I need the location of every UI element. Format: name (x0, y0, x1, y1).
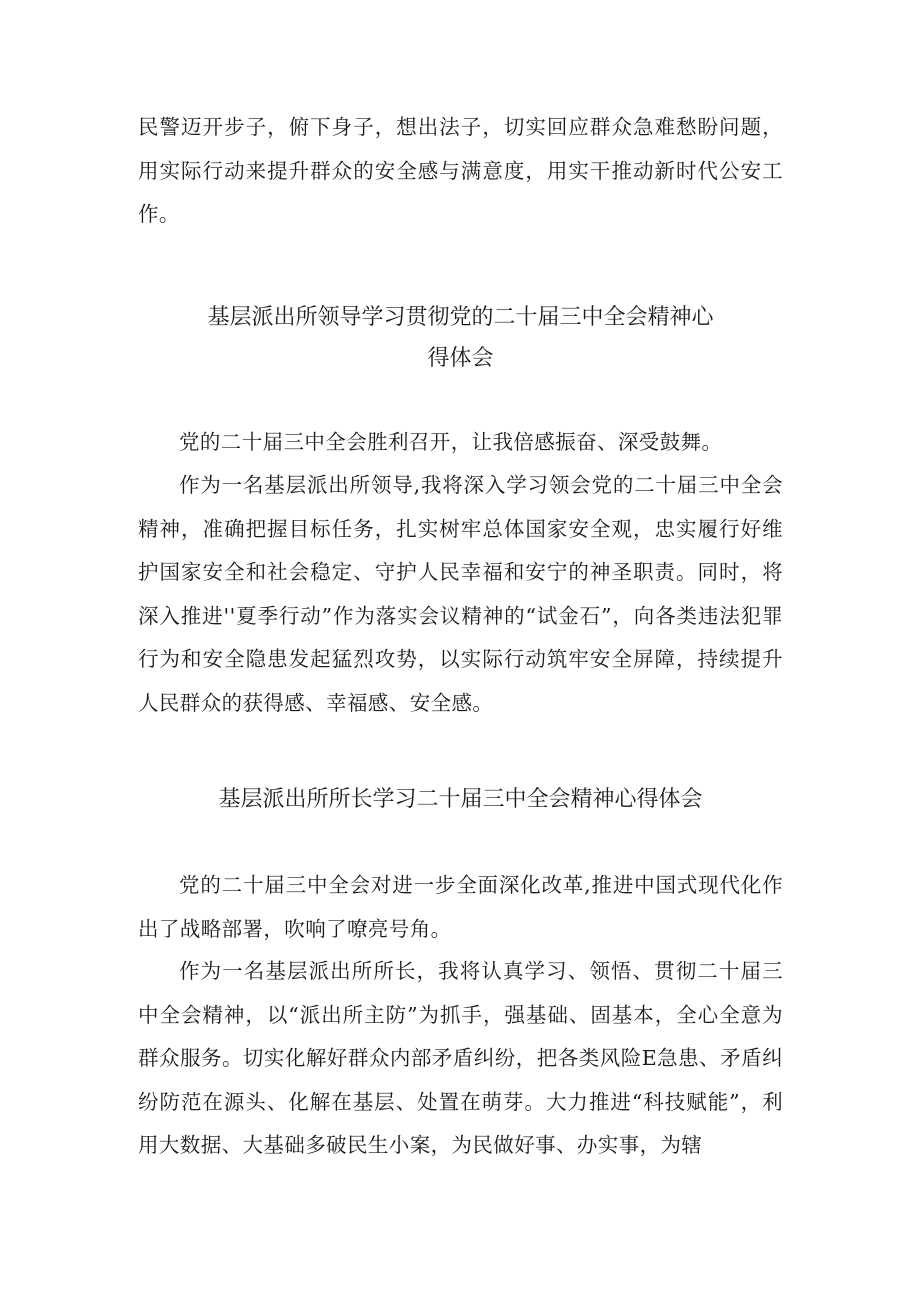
intro-paragraph: 民警迈开步子，俯下身子，想出法子，切实回应群众急难愁盼问题，用实际行动来提升群众的安全感与满意度，用实干推动新时代公安工作。 (138, 115, 783, 226)
section1-paragraph-1: 党的二十届三中全会胜利召开，让我倍感振奋、深受鼓舞。 (179, 430, 723, 454)
section1-title-line2: 得体会 (427, 346, 494, 371)
section2-paragraph-1: 党的二十届三中全会对进一步全面深化改革,推进中国式现代化作出了战略部署，吹响了嘹亮号角。 (138, 873, 783, 941)
section1-paragraph-2: 作为一名基层派出所领导,我将深入学习领会党的二十届三中全会精神，准确把握目标任务，扎实树牢总体国家安全观，忠实履行好维护国家安全和社会稳定、守护人民幸福和安宁的神圣职责。同时，将深入推进''夏季行动”作为落实会议精神的“试金石”，向各类违法犯罪行为和安全隐患发起猛烈攻势，以实际行动筑牢安全屏障，持续提升人民群众的获得感、幸福感、安全感。 (138, 473, 783, 715)
section2-title: 基层派出所所长学习二十届三中全会精神心得体会 (218, 787, 703, 812)
section1-title-line1: 基层派出所领导学习贯彻党的二十届三中全会精神心 (207, 305, 714, 330)
section2-paragraph-2: 作为一名基层派出所所长，我将认真学习、领悟、贯彻二十届三中全会精神，以“派出所主防”为抓手，强基础、固基本，全心全意为群众服务。切实化解好群众内部矛盾纠纷，把各类风险E急患、矛盾纠纷防范在源头、化解在基层、处置在萌芽。大力推进“科技赋能”，利用大数据、大基础多破民生小案，为民做好事、办实事，为辖 (138, 959, 783, 1157)
